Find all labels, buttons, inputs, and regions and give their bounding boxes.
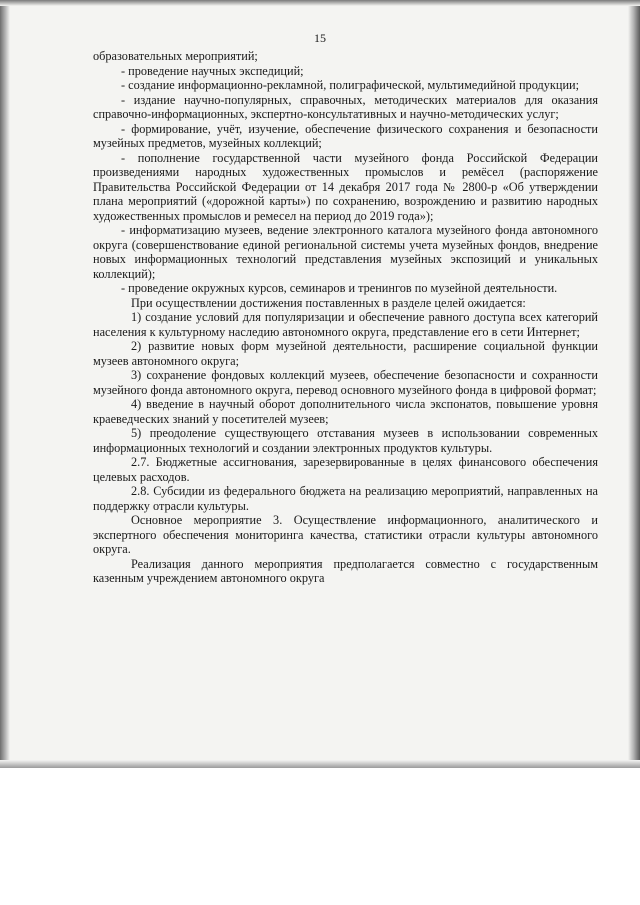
paragraph: - проведение научных экспедиций;	[121, 63, 304, 78]
paragraph: При осуществлении достижения поставленных в разделе целей ожидается:	[131, 295, 526, 310]
paragraph: - проведение окружных курсов, семинаров и тренингов по музейной деятельности.	[121, 281, 558, 295]
paragraph: 1) создание условий для популяризации и обеспечение равного доступа всех категорий населения к культурному наследию автономного округа, представление его в сети Интернет;	[93, 310, 598, 339]
scan-shadow-bottom	[0, 760, 640, 768]
page-number: 15	[314, 31, 326, 45]
paragraph: - информатизацию музеев, ведение электронного каталога музейного фонда автономного округа (совершенствование единой региональной системы учета музейных фондов, внедрение новых информационных технологий представления музейных экспозиций и уникальных коллекций);	[93, 223, 598, 281]
paragraph: - пополнение государственной части музейного фонда Российской Федерации произведениями народных художественных промыслов и ремёсел (распоряжение Правительства Российской Федерации от 14 декабря 2017 года № 2800-р «Об утверждении плана мероприятий («дорожной карты») по сохранению, возрождению и развитию народных художественных промыслов и ремесел на период до 2019 года»);	[93, 150, 598, 223]
scan-shadow-right	[628, 0, 640, 768]
paragraph: Основное мероприятие 3. Осуществление информационного, аналитического и экспертного обеспечения мониторинга качества, статистики отрасли культуры автономного округа.	[93, 513, 598, 556]
paragraph: Реализация данного мероприятия предполагается совместно с государственным казенным учреждением автономного округа	[93, 556, 598, 585]
scan-shadow-top	[0, 0, 640, 6]
scan-shadow-left	[0, 0, 10, 768]
paragraph: 2.8. Субсидии из федерального бюджета на реализацию мероприятий, направленных на поддержку отрасли культуры.	[93, 484, 598, 513]
paragraph: 3) сохранение фондовых коллекций музеев, обеспечение безопасности и сохранности музейного фонда автономного округа, перевод основного музейного фонда в цифровой формат;	[93, 368, 598, 397]
paragraph: 5) преодоление существующего отставания музеев в использовании современных информационных технологий и создании электронных продуктов культуры.	[93, 426, 598, 455]
paragraph: 2.7. Бюджетные ассигнования, зарезервированные в целях финансового обеспечения целевых расходов.	[93, 455, 598, 484]
paragraph: - создание информационно-рекламной, полиграфической, мультимедийной продукции;	[121, 78, 580, 92]
paragraph: образовательных мероприятий;	[93, 49, 258, 63]
paragraph: 2) развитие новых форм музейной деятельности, расширение социальной функции музеев автономного округа;	[93, 339, 598, 368]
document-body	[93, 49, 598, 586]
paragraph: - издание научно-популярных, справочных, методических материалов для оказания справочно-информационных, экспертно-консультативных и научно-методических услуг;	[93, 92, 598, 121]
paragraph: - формирование, учёт, изучение, обеспечение физического сохранения и безопасности музейных предметов, музейных коллекций;	[93, 121, 598, 150]
paragraph: 4) введение в научный оборот дополнительного числа экспонатов, повышение уровня краеведческих знаний у посетителей музеев;	[93, 397, 598, 426]
blank-area	[0, 768, 640, 905]
